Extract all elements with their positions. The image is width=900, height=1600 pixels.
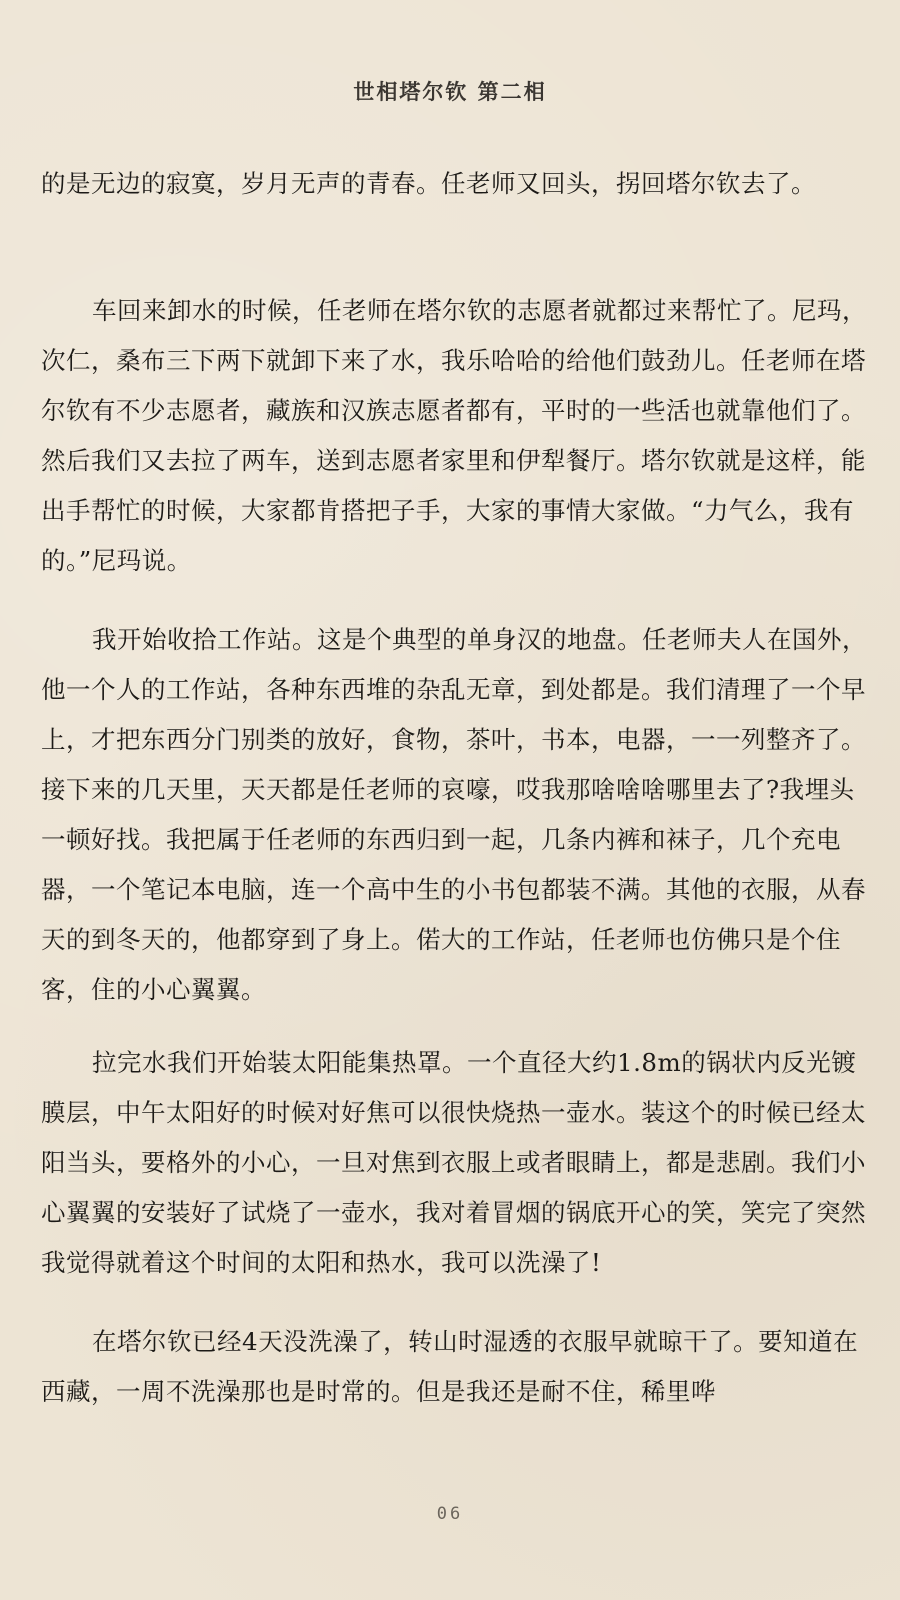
paragraph-text: 车回来卸水的时候，任老师在塔尔钦的志愿者就都过来帮忙了。尼玛，次仁，桑布三下两下就卸下来了水，我乐哈哈的给他们鼓劲儿。任老师在塔尔钦有不少志愿者，藏族和汉族志愿者都有，平时的一些活也就靠他们了。然后我们又去拉了两车，送到志愿者家里和伊犁餐厅。塔尔钦就是这样，能出手帮忙的时候，大家都肯搭把子手，大家的事情大家做。“力气么，我有的。”尼玛说。 [41,296,867,575]
paragraph [41,1317,867,1417]
paragraph-continued [41,159,867,209]
paragraph-text: 在塔尔钦已经4天没洗澡了，转山时湿透的衣服早就晾干了。要知道在西藏，一周不洗澡那也是时常的。但是我还是耐不住，稀里哗 [41,1327,859,1406]
paragraph [41,1038,867,1288]
paragraph-text: 拉完水我们开始装太阳能集热罩。一个直径大约1.8m的锅状内反光镀膜层，中午太阳好的时候对好焦可以很快烧热一壶水。装这个的时候已经太阳当头，要格外的小心，一旦对焦到衣服上或者眼睛上，都是悲剧。我们小心翼翼的安装好了试烧了一壶水，我对着冒烟的锅底开心的笑，笑完了突然我觉得就着这个时间的太阳和热水，我可以洗澡了! [41,1048,866,1277]
paragraph-text: 的是无边的寂寞，岁月无声的青春。任老师又回头，拐回塔尔钦去了。 [41,169,816,198]
paragraph-text: 我开始收拾工作站。这是个典型的单身汉的地盘。任老师夫人在国外，他一个人的工作站，各种东西堆的杂乱无章，到处都是。我们清理了一个早上，才把东西分门别类的放好，食物，茶叶，书本，电器，一一列整齐了。接下来的几天里，天天都是任老师的哀嚎，哎我那啥啥啥哪里去了?我埋头一顿好找。我把属于任老师的东西归到一起，几条内裤和袜子，几个充电器，一个笔记本电脑，连一个高中生的小书包都装不满。其他的衣服，从春天的到冬天的，他都穿到了身上。偌大的工作站，任老师也仿佛只是个住客，住的小心翼翼。 [41,625,867,1004]
paragraph [41,286,867,586]
running-header: 世相塔尔钦 第二相 [353,79,547,104]
page-number: 06 [436,1504,464,1524]
paragraph [41,615,867,1015]
